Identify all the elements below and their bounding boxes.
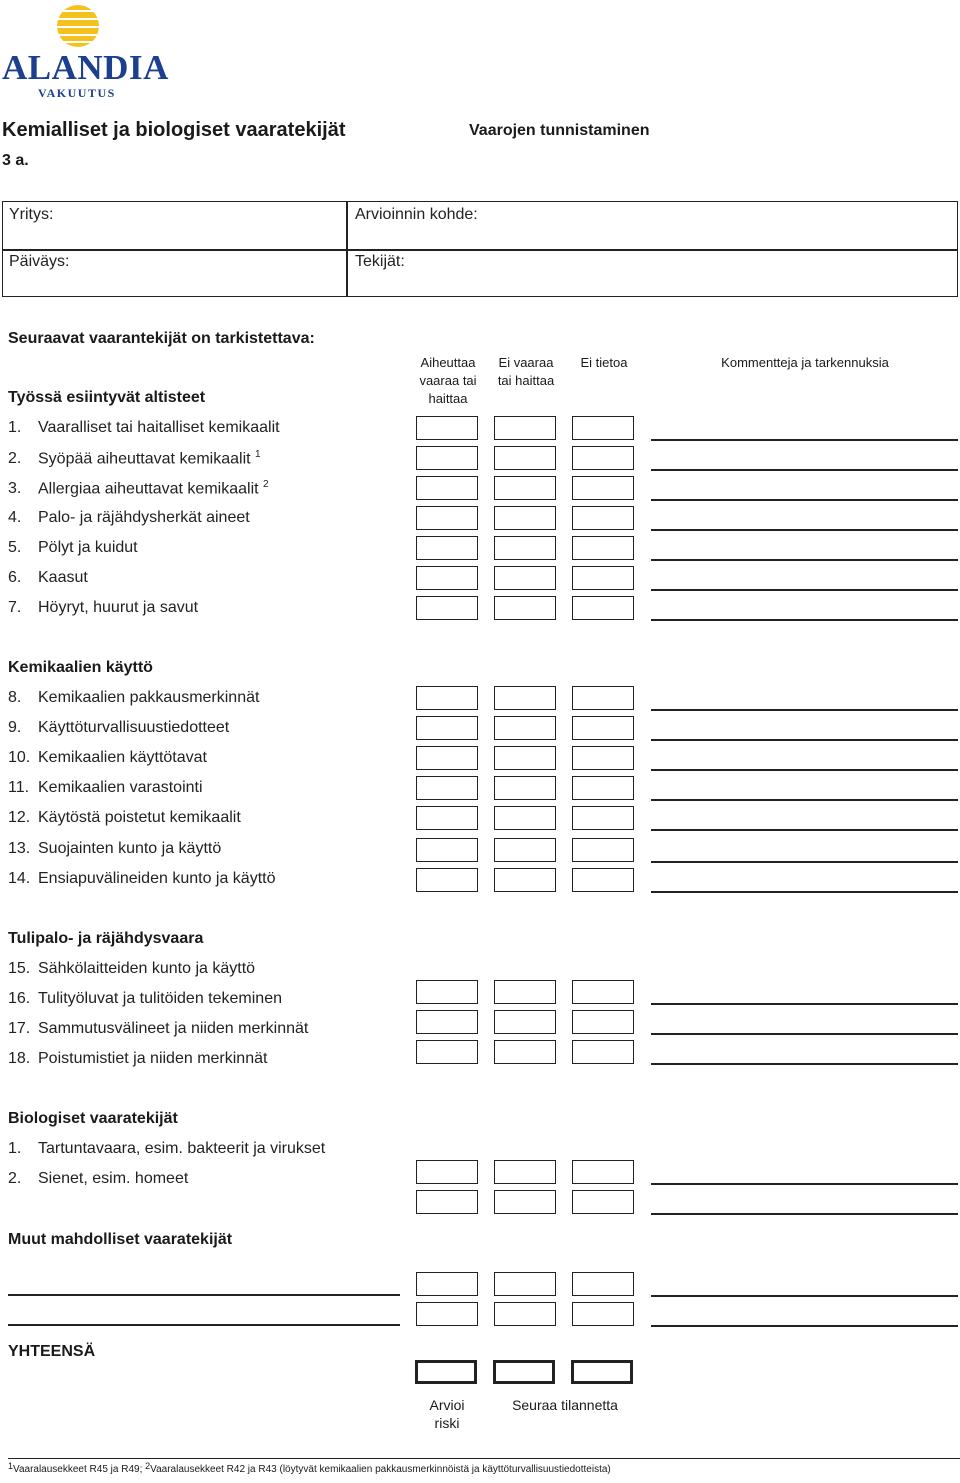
aiheuttaa-checkbox[interactable] — [416, 1160, 478, 1184]
comment-input-line[interactable] — [651, 529, 958, 531]
ei-tietoa-checkbox[interactable] — [572, 1010, 634, 1034]
aiheuttaa-checkbox[interactable] — [416, 776, 478, 800]
comment-input-line[interactable] — [651, 1213, 958, 1215]
comment-input-line[interactable] — [651, 709, 958, 711]
ei-vaaraa-checkbox[interactable] — [494, 596, 556, 620]
comment-input-line[interactable] — [651, 891, 958, 893]
list-item: 4. Palo- ja räjähdysherkät aineet — [8, 509, 250, 526]
column-header-ei-vaaraa: Ei vaaraa tai haittaa — [497, 355, 555, 388]
aiheuttaa-checkbox[interactable] — [416, 566, 478, 590]
footnote-ref: 1 — [255, 449, 261, 460]
ei-tietoa-checkbox[interactable] — [572, 506, 634, 530]
paivays-field[interactable]: Päiväys: — [9, 253, 70, 270]
comment-input-line[interactable] — [651, 1183, 958, 1185]
aiheuttaa-checkbox[interactable] — [416, 446, 478, 470]
ei-vaaraa-checkbox[interactable] — [494, 1010, 556, 1034]
section-title-muut: Muut mahdolliset vaaratekijät — [8, 1231, 233, 1248]
comment-input-line[interactable] — [651, 861, 958, 863]
seuraa-tilannetta-label: Seuraa tilannetta — [512, 1397, 618, 1413]
aiheuttaa-checkbox[interactable] — [416, 596, 478, 620]
ei-tietoa-checkbox[interactable] — [572, 596, 634, 620]
ei-vaaraa-checkbox[interactable] — [494, 868, 556, 892]
aiheuttaa-checkbox[interactable] — [416, 416, 478, 440]
aiheuttaa-checkbox[interactable] — [416, 1010, 478, 1034]
aiheuttaa-checkbox[interactable] — [416, 1302, 478, 1326]
section-title-altisteet: Työssä esiintyvät altisteet — [8, 389, 206, 406]
ei-tietoa-checkbox[interactable] — [572, 416, 634, 440]
section-title-biologiset: Biologiset vaaratekijät — [8, 1110, 178, 1127]
ei-vaaraa-checkbox[interactable] — [494, 776, 556, 800]
aiheuttaa-checkbox[interactable] — [416, 746, 478, 770]
list-item: 18. Poistumistiet ja niiden merkinnät — [8, 1050, 268, 1067]
ei-tietoa-checkbox[interactable] — [572, 566, 634, 590]
list-item: 10. Kemikaalien käyttötavat — [8, 749, 207, 766]
ei-tietoa-checkbox[interactable] — [572, 686, 634, 710]
ei-vaaraa-checkbox[interactable] — [494, 1160, 556, 1184]
list-item: 9. Käyttöturvallisuustiedotteet — [8, 719, 230, 736]
document-category: Vaarojen tunnistaminen — [469, 122, 650, 139]
list-item: 14. Ensiapuvälineiden kunto ja käyttö — [8, 870, 276, 887]
ei-tietoa-checkbox[interactable] — [572, 446, 634, 470]
yritys-field[interactable]: Yritys: — [9, 206, 54, 223]
ei-vaaraa-checkbox[interactable] — [494, 566, 556, 590]
ei-tietoa-checkbox[interactable] — [572, 868, 634, 892]
list-item: 3. Allergiaa aiheuttavat kemikaalit $^2$ — [8, 479, 269, 498]
list-item: 8. Kemikaalien pakkausmerkinnät — [8, 689, 260, 706]
aiheuttaa-checkbox[interactable] — [416, 838, 478, 862]
ei-tietoa-checkbox[interactable] — [572, 1040, 634, 1064]
ei-vaaraa-checkbox[interactable] — [494, 838, 556, 862]
comment-input-line[interactable] — [651, 1325, 958, 1327]
list-item: 6. Kaasut — [8, 569, 88, 586]
ei-tietoa-checkbox[interactable] — [572, 1302, 634, 1326]
sun-logo-icon — [56, 4, 100, 48]
aiheuttaa-checkbox[interactable] — [416, 1190, 478, 1214]
footnote-ref: 2 — [263, 479, 269, 490]
ei-vaaraa-checkbox[interactable] — [494, 1272, 556, 1296]
list-item: 13. Suojainten kunto ja käyttö — [8, 840, 222, 857]
list-item: 7. Höyryt, huurut ja savut — [8, 599, 199, 616]
comment-input-line[interactable] — [651, 589, 958, 591]
ei-tietoa-checkbox[interactable] — [572, 980, 634, 1004]
ei-vaaraa-checkbox[interactable] — [494, 980, 556, 1004]
ei-vaaraa-checkbox[interactable] — [494, 746, 556, 770]
ei-tietoa-checkbox[interactable] — [572, 1160, 634, 1184]
ei-vaaraa-checkbox[interactable] — [494, 1040, 556, 1064]
ei-tietoa-checkbox[interactable] — [572, 1190, 634, 1214]
ei-tietoa-checkbox[interactable] — [572, 746, 634, 770]
column-header-ei-tietoa: Ei tietoa — [580, 355, 628, 370]
ei-vaaraa-checkbox[interactable] — [494, 686, 556, 710]
arvioinnin-kohde-field[interactable]: Arvioinnin kohde: — [355, 206, 478, 223]
footnote: $^1$Vaaralausekkeet R45 ja R49; $^2$Vaaralausekkeet R42 ja R43 (löytyvät kemikaalien pakkausmerkinnöistä ja käyttöturvallisuustiedotteista) — [8, 1461, 611, 1475]
footer-divider — [8, 1458, 960, 1459]
ei-vaaraa-checkbox[interactable] — [494, 416, 556, 440]
checklist-intro: Seuraavat vaarantekijät on tarkistettava: — [8, 330, 315, 347]
section-title-kemikaalien-kaytto: Kemikaalien käyttö — [8, 659, 153, 676]
comment-input-line[interactable] — [651, 469, 958, 471]
ei-vaaraa-checkbox[interactable] — [494, 1302, 556, 1326]
comment-input-line[interactable] — [651, 499, 958, 501]
column-header-kommentit: Kommentteja ja tarkennuksia — [721, 355, 889, 370]
ei-tietoa-checkbox[interactable] — [572, 536, 634, 560]
other-hazard-input-line[interactable] — [8, 1294, 400, 1296]
list-item: 11. Kemikaalien varastointi — [8, 779, 203, 796]
comment-input-line[interactable] — [651, 1033, 958, 1035]
list-item: 2. Sienet, esim. homeet — [8, 1170, 189, 1187]
ei-tietoa-checkbox[interactable] — [572, 838, 634, 862]
comment-input-line[interactable] — [651, 1295, 958, 1297]
totals-title: YHTEENSÄ — [8, 1343, 96, 1360]
list-item: 16. Tulityöluvat ja tulitöiden tekeminen — [8, 990, 282, 1007]
arvioi-riski-label: Arvioi riski — [429, 1397, 465, 1431]
brand-subname: VAKUUTUS — [38, 86, 116, 100]
ei-vaaraa-checkbox[interactable] — [494, 1190, 556, 1214]
comment-input-line[interactable] — [651, 619, 958, 621]
tekijat-field[interactable]: Tekijät: — [355, 253, 405, 270]
aiheuttaa-checkbox[interactable] — [416, 476, 478, 500]
comment-input-line[interactable] — [651, 799, 958, 801]
aiheuttaa-checkbox[interactable] — [416, 506, 478, 530]
comment-input-line[interactable] — [651, 769, 958, 771]
comment-input-line[interactable] — [651, 739, 958, 741]
total-seuraa-box-1[interactable] — [493, 1360, 555, 1384]
list-item: 12. Käytöstä poistetut kemikaalit — [8, 809, 241, 826]
list-item: 1. Vaaralliset tai haitalliset kemikaalit — [8, 419, 280, 436]
ei-tietoa-checkbox[interactable] — [572, 1272, 634, 1296]
list-item: 2. Syöpää aiheuttavat kemikaalit $^1$ — [8, 449, 261, 468]
comment-input-line[interactable] — [651, 439, 958, 441]
list-item: 15. Sähkölaitteiden kunto ja käyttö — [8, 960, 256, 977]
ei-vaaraa-checkbox[interactable] — [494, 476, 556, 500]
ei-tietoa-checkbox[interactable] — [572, 716, 634, 740]
info-divider-horizontal — [2, 249, 958, 251]
ei-vaaraa-checkbox[interactable] — [494, 806, 556, 830]
list-item: 5. Pölyt ja kuidut — [8, 539, 138, 556]
total-arvioi-riski-box[interactable] — [415, 1360, 477, 1384]
document-title: Kemialliset ja biologiset vaaratekijät — [2, 119, 346, 141]
section-title-tulipalo: Tulipalo- ja räjähdysvaara — [8, 930, 204, 947]
ei-vaaraa-checkbox[interactable] — [494, 506, 556, 530]
brand-name: ALANDIA — [2, 48, 169, 87]
document-number: 3 a. — [2, 152, 29, 169]
ei-vaaraa-checkbox[interactable] — [494, 446, 556, 470]
aiheuttaa-checkbox[interactable] — [416, 716, 478, 740]
aiheuttaa-checkbox[interactable] — [416, 1040, 478, 1064]
ei-tietoa-checkbox[interactable] — [572, 776, 634, 800]
comment-input-line[interactable] — [651, 1003, 958, 1005]
comment-input-line[interactable] — [651, 1063, 958, 1065]
ei-tietoa-checkbox[interactable] — [572, 476, 634, 500]
column-header-aiheuttaa: Aiheuttaa vaaraa tai haittaa — [419, 355, 477, 406]
total-seuraa-box-2[interactable] — [571, 1360, 633, 1384]
list-item: 17. Sammutusvälineet ja niiden merkinnät — [8, 1020, 309, 1037]
comment-input-line[interactable] — [651, 559, 958, 561]
aiheuttaa-checkbox[interactable] — [416, 686, 478, 710]
ei-vaaraa-checkbox[interactable] — [494, 536, 556, 560]
aiheuttaa-checkbox[interactable] — [416, 536, 478, 560]
aiheuttaa-checkbox[interactable] — [416, 806, 478, 830]
aiheuttaa-checkbox[interactable] — [416, 980, 478, 1004]
comment-input-line[interactable] — [651, 829, 958, 831]
aiheuttaa-checkbox[interactable] — [416, 868, 478, 892]
other-hazard-input-line[interactable] — [8, 1324, 400, 1326]
ei-vaaraa-checkbox[interactable] — [494, 716, 556, 740]
list-item: 1. Tartuntavaara, esim. bakteerit ja virukset — [8, 1140, 326, 1157]
aiheuttaa-checkbox[interactable] — [416, 1272, 478, 1296]
ei-tietoa-checkbox[interactable] — [572, 806, 634, 830]
